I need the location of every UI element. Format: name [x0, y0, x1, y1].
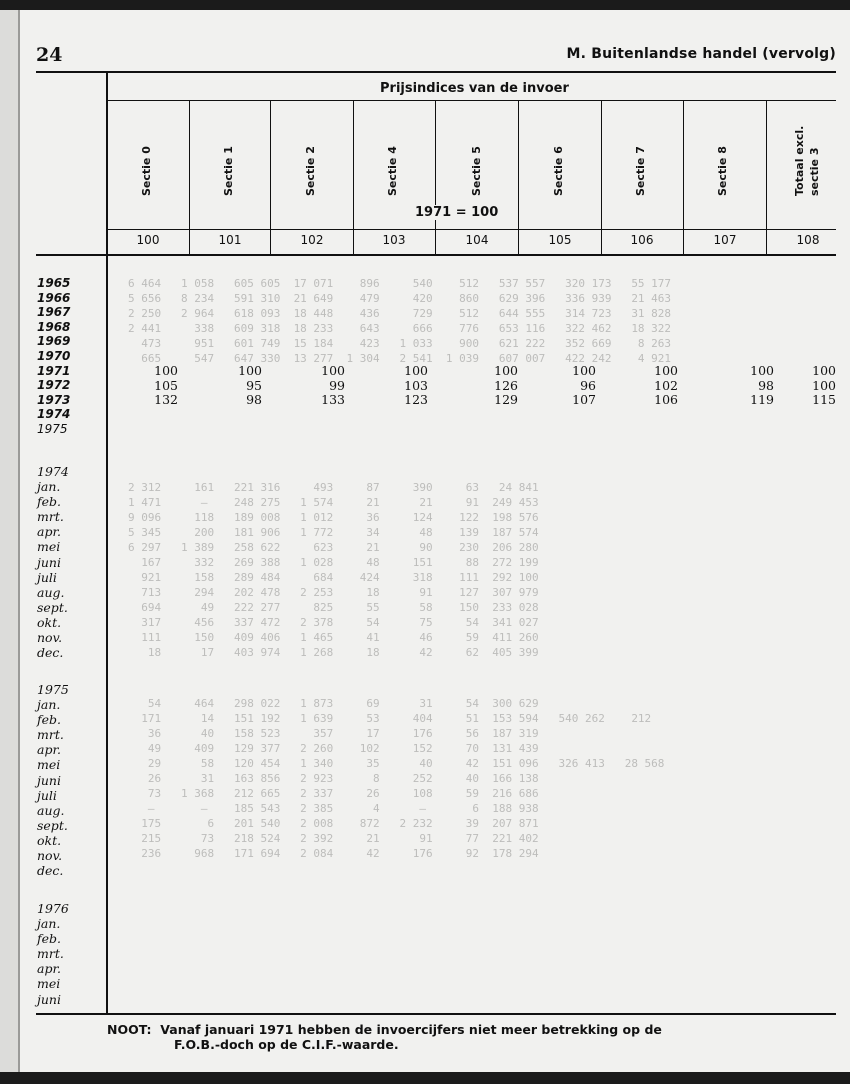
footnote-line-1 — [107, 1022, 662, 1037]
table-cell: 105 — [154, 377, 178, 393]
year-label: 1973 — [37, 392, 71, 407]
year-label: 1969 — [37, 334, 71, 349]
month-label: aug. — [37, 584, 65, 600]
footnote-label: NOOT: — [107, 1022, 152, 1037]
year-label: 1966 — [37, 290, 71, 305]
stub-column-rule — [106, 71, 108, 1015]
table-cell: 96 — [580, 377, 596, 393]
month-block-1975 — [37, 682, 69, 878]
table-cell: 95 — [246, 377, 262, 393]
footnote-line-2: F.O.B.-doch op de C.I.F.-waarde. — [174, 1037, 399, 1052]
table-cell: 100 — [154, 363, 178, 378]
month-label: okt. — [37, 832, 62, 848]
page-binding-shadow — [18, 0, 20, 1084]
table-cell: 100 — [750, 363, 774, 378]
col-code-7: 106 — [630, 233, 654, 247]
col-rule-5 — [518, 100, 519, 254]
block-year-label: 1976 — [37, 901, 69, 916]
month-label: jan. — [37, 697, 61, 713]
month-label: juni — [37, 772, 61, 788]
table-cell: 100 — [321, 363, 345, 378]
block-year-label: 1974 — [37, 464, 69, 479]
month-label: feb. — [37, 494, 61, 510]
month-label: mei — [37, 757, 61, 773]
running-head: M. Buitenlandse handel (vervolg) — [566, 46, 836, 62]
col-rule-8 — [766, 100, 767, 254]
title-underline — [106, 100, 836, 101]
month-label: juli — [37, 787, 57, 803]
table-cell: 123 — [404, 392, 428, 408]
value-column-sectie-2 — [305, 364, 345, 408]
value-column-totaal — [796, 364, 836, 408]
col-code-9: 108 — [796, 233, 820, 247]
year-label: 1965 — [37, 276, 71, 290]
month-label: okt. — [37, 614, 62, 630]
block-year-label: 1975 — [37, 682, 69, 697]
month-label: apr. — [37, 524, 62, 540]
table-title: Prijsindices van de invoer — [380, 81, 569, 96]
scan-top-border — [0, 0, 850, 10]
table-top-rule — [36, 71, 836, 73]
show-through-text-3: 54 464 298 022 1 873 69 31 54 300 629 171 14 151 192 1 639 53 404 51 153 594 540 262 212 36 40 158 523 357 17 176 56 187 319 49 409 129 377 2 260 102 152 70 131 439 29 58 120 454 1 340 35 40 42 151 096 326 413 28 568 26 31 163 856 2 923 8 252 40 166 138 73 1 368 212 665 2 337 26 108 59 216 686 — — 185 543 2 385 4 — 6 188 938 175 6 201 540 2 008 872 2 232 39 207 871 215 73 218 524 2 392 21 91 77 221 402 236 968 171 694 2 084 42 176 92 178 294 — [141, 697, 665, 860]
table-cell: 126 — [494, 377, 518, 393]
table-cell: 115 — [812, 392, 836, 408]
month-label: apr. — [37, 742, 62, 758]
month-block-1974 — [37, 464, 69, 660]
scan-bottom-border — [0, 1072, 850, 1084]
page-binding-edge — [0, 0, 20, 1084]
table-cell: 100 — [494, 363, 518, 378]
year-label: 1968 — [37, 319, 71, 334]
col-header-4: Sectie 4 — [386, 146, 399, 196]
table-cell: 98 — [246, 392, 262, 408]
table-cell: 106 — [654, 392, 678, 408]
header-bottom-rule — [36, 254, 836, 256]
table-cell: 100 — [812, 377, 836, 393]
table-cell: 133 — [321, 392, 345, 408]
table-cell: 100 — [812, 363, 836, 378]
table-cell: 103 — [404, 377, 428, 393]
year-label: 1971 — [37, 363, 71, 378]
table-cell: 100 — [572, 363, 596, 378]
month-label: nov. — [37, 630, 63, 646]
table-cell: 132 — [154, 392, 178, 408]
col-rule-1 — [189, 100, 190, 254]
month-label: nov. — [37, 848, 63, 864]
codes-top-rule — [106, 229, 836, 230]
col-header-2: Sectie 1 — [222, 146, 235, 196]
value-column-sectie-4 — [388, 364, 428, 408]
col-header-3: Sectie 2 — [304, 146, 317, 196]
month-label: feb. — [37, 712, 61, 728]
value-column-sectie-7 — [638, 364, 678, 408]
month-label: dec. — [37, 645, 64, 661]
table-cell: 107 — [572, 392, 596, 408]
month-label: mei — [37, 539, 61, 555]
col-code-5: 104 — [465, 233, 489, 247]
col-header-5: Sectie 5 — [470, 146, 483, 196]
page-number: 24 — [36, 44, 63, 66]
col-header-6: Sectie 6 — [552, 146, 565, 196]
col-rule-6 — [601, 100, 602, 254]
month-label: dec. — [37, 863, 64, 879]
month-label: mrt. — [37, 509, 64, 525]
value-column-sectie-5 — [478, 364, 518, 408]
month-label: mei — [37, 976, 61, 992]
month-label: jan. — [37, 479, 61, 495]
table-bottom-rule — [36, 1013, 836, 1015]
year-label: 1975 — [37, 421, 68, 436]
table-cell: 102 — [654, 377, 678, 393]
value-column-sectie-8 — [734, 364, 774, 408]
month-label: juni — [37, 554, 61, 570]
col-rule-2 — [270, 100, 271, 254]
col-header-9: Totaal excl. sectie 3 — [793, 125, 821, 196]
col-rule-3 — [353, 100, 354, 254]
table-cell: 100 — [238, 363, 262, 378]
month-label: mrt. — [37, 727, 64, 743]
year-label: 1972 — [37, 378, 71, 393]
footnote-text-1: Vanaf januari 1971 hebben de invoercijfers niet meer betrekking op de — [160, 1022, 662, 1037]
value-column-sectie-1 — [222, 364, 262, 408]
year-label: 1974 — [37, 407, 71, 422]
show-through-text-2: 2 312 161 221 316 493 87 390 63 24 841 1 471 — 248 275 1 574 21 21 91 249 453 9 096 118 189 008 1 012 36 124 122 198 576 5 345 200 181 906 1 772 34 48 139 187 574 6 297 1 389 258 622 623 21 90 230 206 280 167 332 269 388 1 028 48 151 88 272 199 921 158 289 484 684 424 318 111 292 100 713 294 202 478 2 253 18 91 127 307 979 694 49 222 277 825 55 58 150 233 028 317 456 337 472 2 378 54 75 54 341 027 111 150 409 406 1 465 41 46 59 411 260 18 17 403 974 1 268 18 42 62 405 399 — [128, 481, 539, 659]
index-basis: 1971 = 100 — [412, 205, 501, 220]
year-label: 1970 — [37, 348, 71, 363]
table-cell: 100 — [404, 363, 428, 378]
col-code-4: 103 — [382, 233, 406, 247]
show-through-text: 6 464 1 058 605 605 17 071 896 540 512 537 557 320 173 55 177 5 656 8 234 591 310 21 649 479 420 860 629 396 336 939 21 463 2 250 2 964 618 093 18 448 436 729 512 644 555 314 723 31 828 2 441 338 609 318 18 233 643 666 776 653 116 322 462 18 322 473 951 601 749 15 184 423 1 033 900 621 222 352 669 8 263 665 547 647 330 13 277 1 304 2 541 1 039 607 007 422 242 4 921 — [128, 277, 672, 365]
table-cell: 100 — [654, 363, 678, 378]
col-code-8: 107 — [713, 233, 737, 247]
month-label: apr. — [37, 961, 62, 977]
month-label: mrt. — [37, 946, 64, 962]
col-header-7: Sectie 7 — [634, 146, 647, 196]
col-header-1: Sectie 0 — [140, 146, 153, 196]
year-list — [37, 276, 70, 437]
value-column-sectie-6 — [556, 364, 596, 408]
col-rule-4 — [435, 100, 436, 254]
table-cell: 99 — [329, 377, 345, 393]
col-code-2: 101 — [218, 233, 242, 247]
month-label: juni — [37, 991, 61, 1007]
table-cell: 98 — [758, 377, 774, 393]
month-label: aug. — [37, 802, 65, 818]
value-column-sectie-0 — [138, 364, 178, 408]
month-label: sept. — [37, 817, 68, 833]
table-cell: 129 — [494, 392, 518, 408]
month-label: sept. — [37, 599, 68, 615]
year-label: 1967 — [37, 305, 71, 320]
col-code-6: 105 — [548, 233, 572, 247]
col-code-3: 102 — [300, 233, 324, 247]
month-label: feb. — [37, 931, 61, 947]
month-label: juli — [37, 569, 57, 585]
month-label: jan. — [37, 916, 61, 932]
table-cell: 119 — [750, 392, 774, 408]
footnote — [107, 1022, 662, 1052]
col-code-1: 100 — [136, 233, 160, 247]
col-rule-7 — [683, 100, 684, 254]
month-block-1976 — [37, 901, 69, 1007]
col-header-8: Sectie 8 — [716, 146, 729, 196]
